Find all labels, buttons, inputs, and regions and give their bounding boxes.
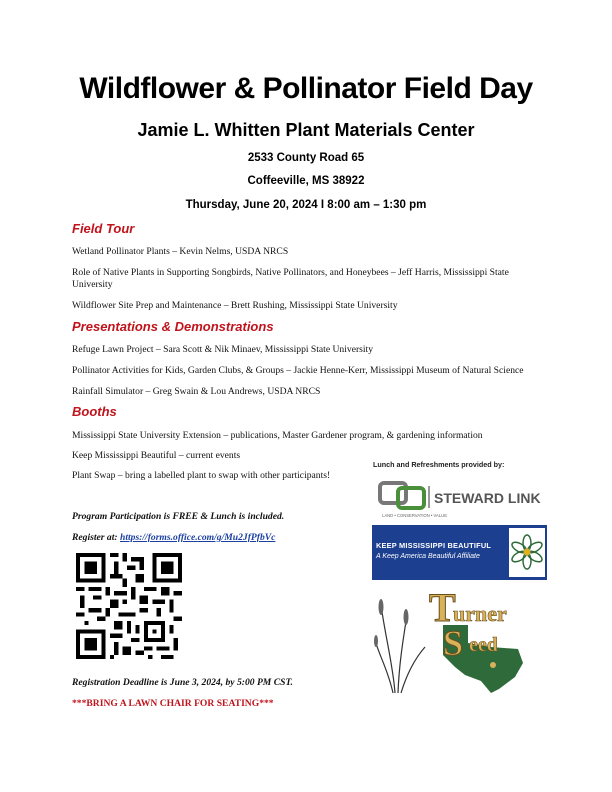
page-title: Wildflower & Pollinator Field Day [79, 72, 533, 105]
register-label: Register at: [72, 532, 118, 543]
field-tour-item: Wetland Pollinator Plants – Kevin Nelms, USDA NRCS [72, 246, 289, 257]
field-tour-heading: Field Tour [72, 221, 135, 236]
presentation-item: Refuge Lawn Project – Sara Scott & Nik Minaev, Mississippi State University [72, 344, 374, 355]
venue-name: Jamie L. Whitten Plant Materials Center [137, 120, 475, 140]
magnolia-flower-icon [509, 528, 545, 577]
kmb-name: KEEP MISSISSIPPI BEAUTIFUL [376, 541, 492, 550]
sponsors-label: Lunch and Refreshments provided by: [373, 460, 505, 469]
presentation-item: Pollinator Activities for Kids, Garden Clubs, & Groups – Jackie Henne-Kerr, Mississippi Museum of Natural Science [72, 365, 524, 376]
field-tour-item: Wildflower Site Prep and Maintenance – Brett Rushing, Mississippi State University [72, 300, 398, 311]
steward-link-logo [378, 478, 541, 520]
turner-seed-logo [373, 585, 548, 695]
steward-link-name: STEWARD LINK [434, 490, 541, 506]
registration-deadline: Registration Deadline is June 3, 2024, by 5:00 PM CST. [72, 677, 293, 688]
turner-letter-t: T [429, 585, 456, 630]
event-datetime: Thursday, June 20, 2024 I 8:00 am – 1:30 pm [185, 199, 427, 211]
booths-heading: Booths [72, 404, 117, 419]
booth-item: Plant Swap – bring a labelled plant to swap with other participants! [72, 470, 331, 481]
kmb-tagline: A Keep America Beautiful Affiliate [376, 553, 480, 560]
presentations-heading: Presentations & Demonstrations [72, 319, 274, 334]
lawn-chair-notice: ***BRING A LAWN CHAIR FOR SEATING*** [72, 698, 274, 709]
register-line [72, 532, 362, 544]
field-tour-item: Role of Native Plants in Supporting Songbirds, Native Pollinators, and Honeybees – Jeff Harris, Mississippi State University [72, 267, 509, 290]
booth-item: Mississippi State University Extension – publications, Master Gardener program, & gardening information [72, 430, 483, 441]
seed-word: eed [469, 634, 498, 656]
qr-code-icon [76, 553, 182, 659]
turner-word: urner [453, 601, 507, 626]
participation-note: Program Participation is FREE & Lunch is included. [72, 511, 285, 522]
register-link[interactable]: https://forms.office.com/g/Mu2JfPfbVc [119, 532, 276, 543]
booth-item: Keep Mississippi Beautiful – current events [72, 450, 241, 461]
steward-link-tagline: LAND • CONSERVATION • VALUE [382, 513, 447, 518]
presentation-item: Rainfall Simulator – Greg Swain & Lou Andrews, USDA NRCS [72, 386, 321, 397]
keep-mississippi-beautiful-logo [372, 525, 547, 580]
venue-address: 2533 County Road 65 [247, 152, 365, 164]
venue-city: Coffeeville, MS 38922 [247, 175, 365, 187]
seed-letter-s: S [443, 623, 464, 663]
